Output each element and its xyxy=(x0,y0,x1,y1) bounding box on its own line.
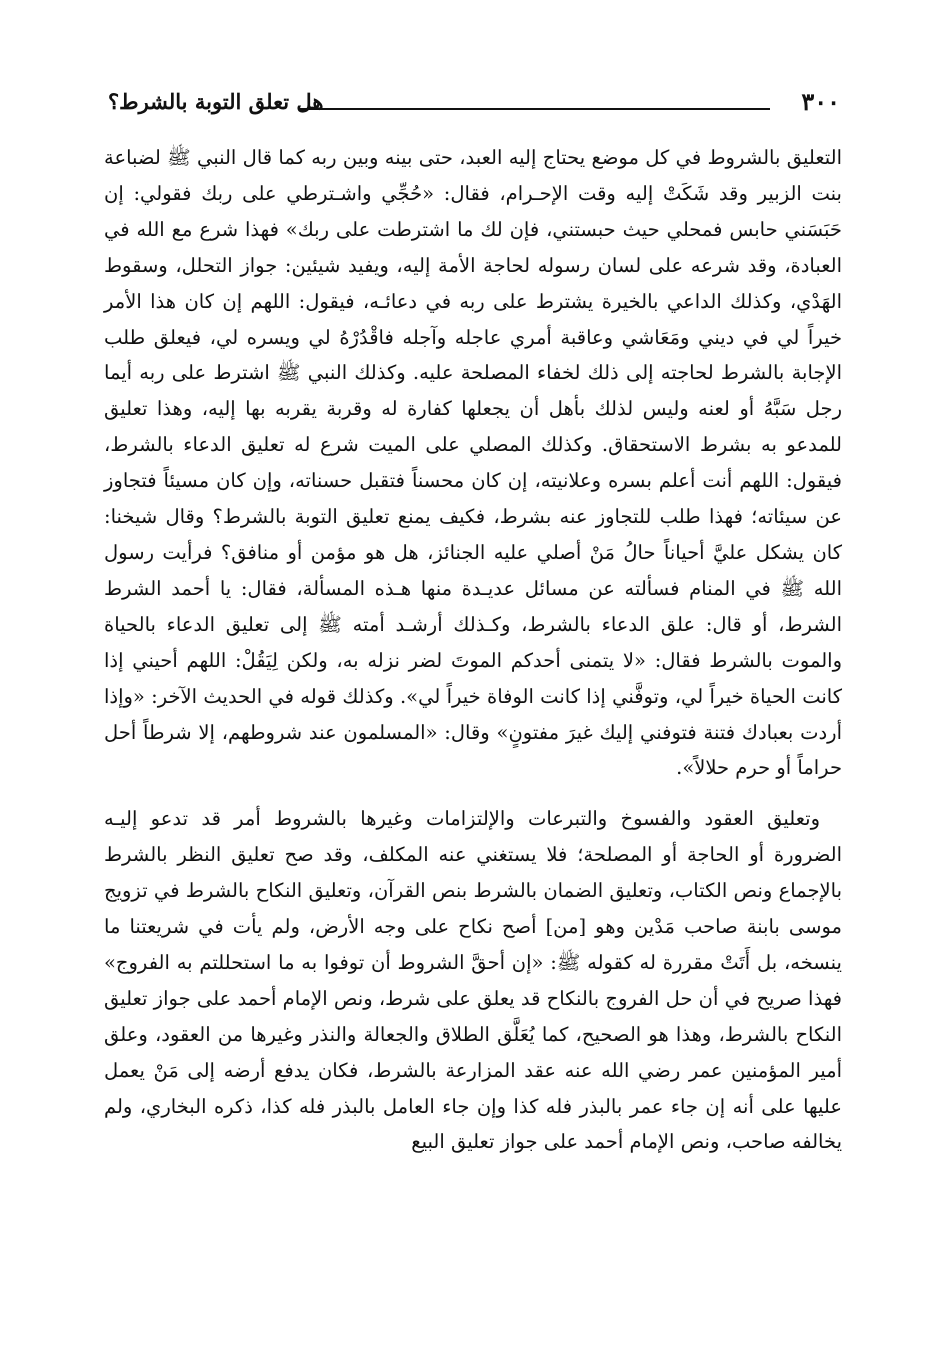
page-number: ٣٠٠ xyxy=(801,87,840,116)
page-header xyxy=(108,86,840,126)
paragraph: التعليق بالشروط في كل موضع يحتاج إليه العبد، حتى بينه وبين ربه كما قال النبي ﷺ لضباعة بنت الزبير وقد شَكَتْ إليه وقت الإحـرام، فقال: «حُجِّي واشـترطي على ربك فقولي: إن حَبَسَني حابس فمحلي حيث حبستني، فإن لك ما اشترطت على ربك» فهذا شرع مع الله في العبادة، وقد شرعه على لسان رسوله لحاجة الأمة إليه، ويفيد شيئين: جواز التحلل، وسقوط الهَدْي، وكذلك الداعي بالخيرة يشترط على ربه في دعائـه، فيقول: اللهم إن كان هذا الأمر خيراً لي في ديني ومَعَاشي وعاقبة أمري عاجله وآجله فاقْدُرْهُ لي ويسره لي، فيعلق طلب الإجابة بالشرط لحاجته إلى ذلك لخفاء المصلحة عليه. وكذلك النبي ﷺ اشترط على ربه أيما رجل سَبَّهُ أو لعنه وليس لذلك بأهل أن يجعلها كفارة له وقربة يقربه بها إليه، وهذا تعليق للمدعو به بشرط الاستحقاق. وكذلك المصلي على الميت شرع له تعليق الدعاء بالشرط، فيقول: اللهم أنت أعلم بسره وعلانيته، إن كان محسناً فتقبل حسناته، وإن كان مسيئاً فتجاوز عن سيئاته؛ فهذا طلب للتجاوز عنه بشرط، فكيف يمنع تعليق التوبة بالشرط؟ وقال شيخنا: كان يشكل عليَّ أحياناً حالُ مَنْ أصلي عليه الجنائز، هل هو مؤمن أو منافق؟ فرأيت رسول الله ﷺ في المنام فسألته عن مسائل عديـدة منها هـذه المسألة، فقال: يا أحمد الشرط الشرط، أو قال: علق الدعاء بالشرط، وكـذلك أرشـد أمته ﷺ إلى تعليق الدعاء بالحياة والموت بالشرط فقال: «لا يتمنى أحدكم الموتَ لضر نزله به، ولكن لِيَقُلْ: اللهم أحيني إذا كانت الحياة خيراً لي، وتوفَّني إذا كانت الوفاة خيراً لي». وكذلك قوله في الحديث الآخر: «وإذا أردت بعبادك فتنة فتوفني إليك غيرَ مفتونٍ» وقال: «المسلمون عند شروطهم، إلا شرطاً أحل حراماً أو حرم حلالاً». xyxy=(104,146,842,780)
paragraph: وتعليق العقود والفسوخ والتبرعات والإلتزامات وغيرها بالشروط أمر قد تدعو إليـه الضرورة أو الحاجة أو المصلحة؛ فلا يستغني عنه المكلف، وقد صح تعليق النظر بالشرط بالإجماع ونص الكتاب، وتعليق الضمان بالشرط بنص القرآن، وتعليق النكاح بالشرط في تزويج موسى بابنة صاحب مَدْين وهو [من] أصح نكاح على وجه الأرض، ولم يأت في شريعتنا ما ينسخه، بل أَتَتْ مقررة له كقوله ﷺ: «إن أحقَّ الشروط أن توفوا به ما استحللتم به الفروج» فهذا صريح في أن حل الفروج بالنكاح قد يعلق على شرط، ونص الإمام أحمد على جواز تعليق النكاح بالشرط، وهذا هو الصحيح، كما يُعَلَّق الطلاق والجعالة والنذر وغيرها من العقود، وعلق أمير المؤمنين عمر رضي الله عنه عقد المزارعة بالشرط، فكان يدفع أرضه إلى مَنْ يعمل عليها على أنه إن جاء عمر بالبذر فله كذا وإن جاء العامل بالبذر فله كذا، ذكره البخاري، ولم يخالفه صاحب، ونص الإمام أحمد على جواز تعليق البيع xyxy=(104,807,842,1154)
running-title: هل تعلق التوبة بالشرط؟ xyxy=(108,89,324,114)
header-rule xyxy=(298,108,770,110)
body-text xyxy=(104,140,842,1160)
